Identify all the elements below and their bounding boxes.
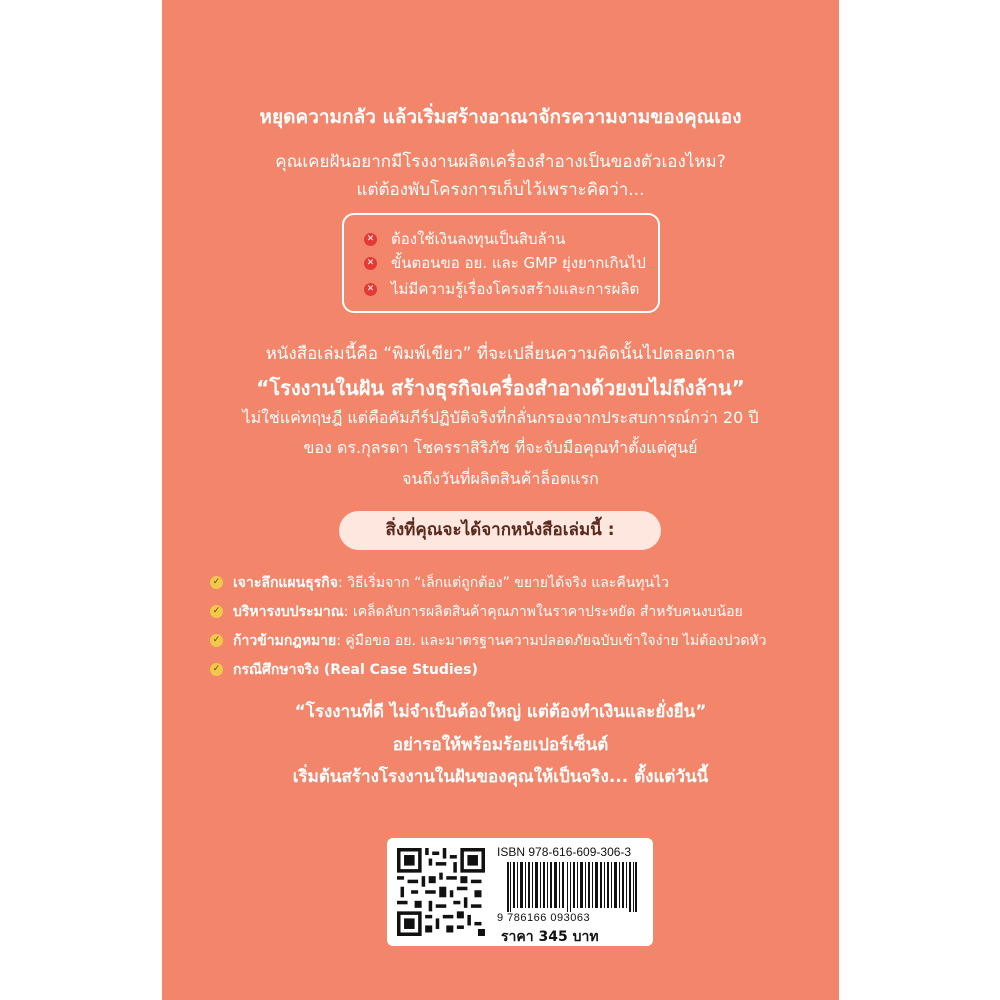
benefit-key: บริหารงบประมาณ [233, 603, 344, 620]
barcode-icon [507, 862, 637, 912]
book-title-quote: “โรงงานในฝัน สร้างธุรกิจเครื่องสำอางด้วยงบไม่ถึงล้าน” [256, 376, 745, 400]
check-circle-icon: ✓ [210, 605, 223, 618]
pain-point-text: ไม่มีความรู้เรื่องโครงสร้างและการผลิต [391, 280, 640, 298]
closing-line-2: อย่ารอให้พร้อมร้อยเปอร์เซ็นต์ [392, 735, 609, 755]
pitch-line-4: ของ ดร.กุลรดา โชครราสิริภัช ที่จะจับมือคุณทำตั้งแต่ศูนย์ [303, 438, 698, 457]
back-cover [162, 0, 839, 1000]
pain-points-box [342, 213, 660, 313]
benefits-list [210, 568, 820, 684]
pain-point-item [364, 251, 646, 275]
benefit-key: กรณีศึกษาจริง (Real Case Studies) [233, 661, 478, 678]
qr-code-icon [397, 848, 485, 936]
pitch-line-1: หนังสือเล่มนี้คือ “พิมพ์เขียว” ที่จะเปลี่ยนความคิดนั้นไปตลอดกาล [265, 344, 736, 364]
x-circle-icon: ✕ [364, 257, 377, 270]
intro-line-2: แต่ต้องพับโครงการเก็บไว้เพราะคิดว่า... [356, 180, 645, 200]
benefit-key: เจาะลึกแผนธุรกิจ [233, 574, 338, 591]
pain-point-item [364, 227, 565, 251]
pitch-line-5: จนถึงวันที่ผลิตสินค้าล็อตแรก [402, 469, 599, 488]
benefit-item [210, 597, 820, 626]
check-circle-icon: ✓ [210, 576, 223, 589]
benefit-desc: : คู่มือขอ อย. และมาตรฐานความปลอดภัยฉบับเข้าใจง่าย ไม่ต้องปวดหัว [336, 632, 767, 649]
check-circle-icon: ✓ [210, 663, 223, 676]
x-circle-icon: ✕ [364, 283, 377, 296]
benefit-item [210, 655, 820, 684]
headline: หยุดความกลัว แล้วเริ่มสร้างอาณาจักรความงามของคุณเอง [259, 106, 742, 128]
check-circle-icon: ✓ [210, 634, 223, 647]
closing-quote: “โรงงานที่ดี ไม่จำเป็นต้องใหญ่ แต่ต้องทำเงินและยั่งยืน” [294, 702, 707, 722]
benefit-desc: : วิธีเริ่มจาก “เล็กแต่ถูกต้อง” ขยายได้จริง และคืนทุนไว [337, 574, 670, 591]
closing-line-3: เริ่มต้นสร้างโรงงานในฝันของคุณให้เป็นจริง... ตั้งแต่วันนี้ [292, 767, 709, 787]
x-circle-icon: ✕ [364, 233, 377, 246]
benefit-item [210, 568, 820, 597]
isbn-number: ISBN 978-616-609-306-3 [497, 845, 632, 859]
barcode-number: 9 786166 093063 [497, 912, 591, 924]
intro-line-1: คุณเคยฝันอยากมีโรงงานผลิตเครื่องสำอางเป็นของตัวเองไหม? [275, 152, 726, 172]
pain-point-text: ต้องใช้เงินลงทุนเป็นสิบล้าน [391, 230, 566, 248]
benefit-item [210, 626, 820, 655]
pain-point-item [364, 277, 639, 301]
pitch-line-3: ไม่ใช่แค่ทฤษฎี แต่คือคัมภีร์ปฏิบัติจริงที่กลั่นกรองจากประสบการณ์กว่า 20 ปี [242, 408, 759, 427]
benefits-heading: สิ่งที่คุณจะได้จากหนังสือเล่มนี้ : [339, 511, 661, 550]
pain-point-text: ขั้นตอนขอ อย. และ GMP ยุ่งยากเกินไป [391, 254, 646, 272]
isbn-block [387, 838, 653, 946]
benefit-desc: : เคล็ดลับการผลิตสินค้าคุณภาพในราคาประหยัด สำหรับคนงบน้อย [343, 603, 743, 620]
benefit-key: ก้าวข้ามกฎหมาย [233, 632, 337, 649]
price-label: ราคา 345 บาท [501, 929, 599, 945]
